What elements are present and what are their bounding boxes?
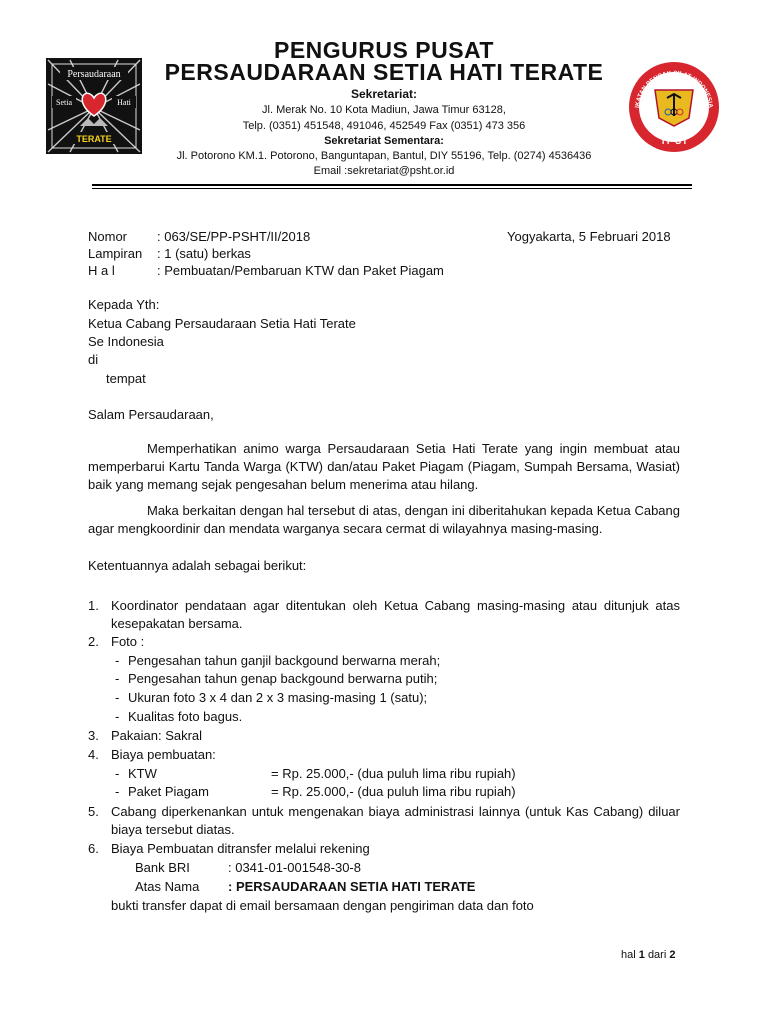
- item5-line2: biaya tersebut diatas.: [111, 822, 235, 837]
- item4-dash-b: -: [115, 784, 120, 799]
- place-date: Yogyakarta, 5 Februari 2018: [507, 229, 671, 244]
- item-number-1: 1.: [88, 598, 99, 613]
- page-indicator: [621, 949, 675, 961]
- ipsi-ring-text: IKATAN PENCAK SILAT INDONESIA: [634, 69, 714, 109]
- address-line2: Jl. Potorono KM.1. Potorono, Banguntapan, Bantul, DIY 55196, Telp. (0274) 4536436: [176, 150, 592, 162]
- item-number-2: 2.: [88, 634, 99, 649]
- account-name-label: Atas Nama: [135, 879, 200, 894]
- item4-ktw-label: KTW: [128, 766, 157, 781]
- paragraph1-line1: Memperhatikan animo warga Persaudaraan Setia Hati Terate yang ingin membuat atau: [147, 441, 680, 456]
- hal-label: H a l: [88, 263, 115, 278]
- item5-line1: Cabang diperkenankan untuk mengenakan biaya administrasi lainnya (untuk Kas Cabang) diluar: [111, 804, 680, 819]
- recipient-line3: Se Indonesia: [88, 334, 164, 349]
- item-number-4: 4.: [88, 747, 99, 762]
- item1-line2: kesepakatan bersama.: [111, 616, 243, 631]
- paragraph1-line3: baik yang memang sejak pengesahan belum menerima atau hilang.: [88, 477, 479, 492]
- header-rule-thin: [92, 188, 692, 189]
- page-hal: hal: [621, 949, 636, 961]
- paragraph1-line2: memperbarui Kartu Tanda Warga (KTW) dan/atau Paket Piagam (Piagam, Sumpah Bersama, Wasiat): [88, 459, 680, 474]
- item2-dash-b: -: [115, 671, 120, 686]
- item2-dash-a: -: [115, 653, 120, 668]
- item2-c: Ukuran foto 3 x 4 dan 2 x 3 masing-masing 1 (satu);: [128, 690, 428, 705]
- item4-dash-a: -: [115, 766, 120, 781]
- phone-line1: Telp. (0351) 451548, 491046, 452549 Fax (0351) 473 356: [242, 120, 526, 132]
- sekretariat-label: Sekretariat:: [350, 87, 418, 101]
- hal-value: : Pembuatan/Pembaruan KTW dan Paket Piagam: [157, 263, 444, 278]
- item2-b: Pengesahan tahun genap backgound berwarna putih;: [128, 671, 438, 686]
- lampiran-value: : 1 (satu) berkas: [157, 246, 251, 261]
- bank-account: : 0341-01-001548-30-8: [228, 860, 361, 875]
- recipient-line5: tempat: [106, 371, 146, 386]
- bank-label: Bank BRI: [135, 860, 190, 875]
- page-dari: dari: [647, 949, 667, 961]
- item2-dash-d: -: [115, 709, 120, 724]
- item4-piagam-value: = Rp. 25.000,- (dua puluh lima ribu rupiah): [271, 784, 516, 799]
- nomor-value: : 063/SE/PP-PSHT/II/2018: [157, 229, 311, 244]
- recipient-line1: Kepada Yth:: [88, 297, 160, 312]
- psht-logo-left-text: Setia: [56, 98, 72, 107]
- address-line1: Jl. Merak No. 10 Kota Madiun, Jawa Timur 63128,: [262, 104, 506, 116]
- psht-logo-bottom-text: TERATE: [76, 134, 112, 144]
- page-current: 1: [638, 949, 645, 961]
- paragraph2-line1: Maka berkaitan dengan hal tersebut di atas, dengan ini diberitahukan kepada Ketua Cabang: [147, 503, 680, 518]
- item4-ktw-value: = Rp. 25.000,- (dua puluh lima ribu rupiah): [271, 766, 516, 781]
- item2-a: Pengesahan tahun ganjil backgound berwarna merah;: [128, 653, 441, 668]
- item3-text: Pakaian: Sakral: [111, 728, 203, 743]
- email-line: Email :sekretariat@psht.or.id: [313, 165, 455, 177]
- recipient-line4: di: [88, 352, 99, 367]
- item1-line1: Koordinator pendataan agar ditentukan oleh Ketua Cabang masing-masing atau ditunjuk atas: [111, 598, 680, 613]
- header-rule-thick: [92, 184, 692, 186]
- org-title-line1: PENGURUS PUSAT: [274, 37, 494, 63]
- item4-text: Biaya pembuatan:: [111, 747, 216, 762]
- transfer-note: bukti transfer dapat di email bersamaan dengan pengiriman data dan foto: [111, 898, 534, 913]
- provisions-intro: Ketentuannya adalah sebagai berikut:: [88, 558, 307, 573]
- item2-text: Foto :: [111, 634, 145, 649]
- lampiran-label: Lampiran: [88, 246, 143, 261]
- greeting: Salam Persaudaraan,: [88, 407, 214, 422]
- recipient-line2: Ketua Cabang Persaudaraan Setia Hati Terate: [88, 316, 356, 331]
- paragraph2-line2: agar mengkoordinir dan mendata warganya secara cermat di wilayahnya masing-masing.: [88, 521, 603, 536]
- item-number-3: 3.: [88, 728, 99, 743]
- item6-text: Biaya Pembuatan ditransfer melalui rekening: [111, 841, 370, 856]
- item4-piagam-label: Paket Piagam: [128, 784, 209, 799]
- sekretariat-sementara-label: Sekretariat Sementara:: [324, 135, 444, 147]
- item-number-6: 6.: [88, 841, 99, 856]
- org-title-line2: PERSAUDARAAN SETIA HATI TERATE: [164, 59, 604, 85]
- item2-dash-c: -: [115, 690, 120, 705]
- ipsi-bottom-text: I P S I: [661, 136, 687, 146]
- psht-logo-top-text: Persaudaraan: [67, 69, 121, 80]
- nomor-label: Nomor: [88, 229, 128, 244]
- page-total: 2: [669, 949, 676, 961]
- item-number-5: 5.: [88, 804, 99, 819]
- item2-d: Kualitas foto bagus.: [128, 709, 243, 724]
- psht-logo-right-text: Hati: [117, 98, 131, 107]
- account-name-value: : PERSAUDARAAN SETIA HATI TERATE: [228, 879, 476, 894]
